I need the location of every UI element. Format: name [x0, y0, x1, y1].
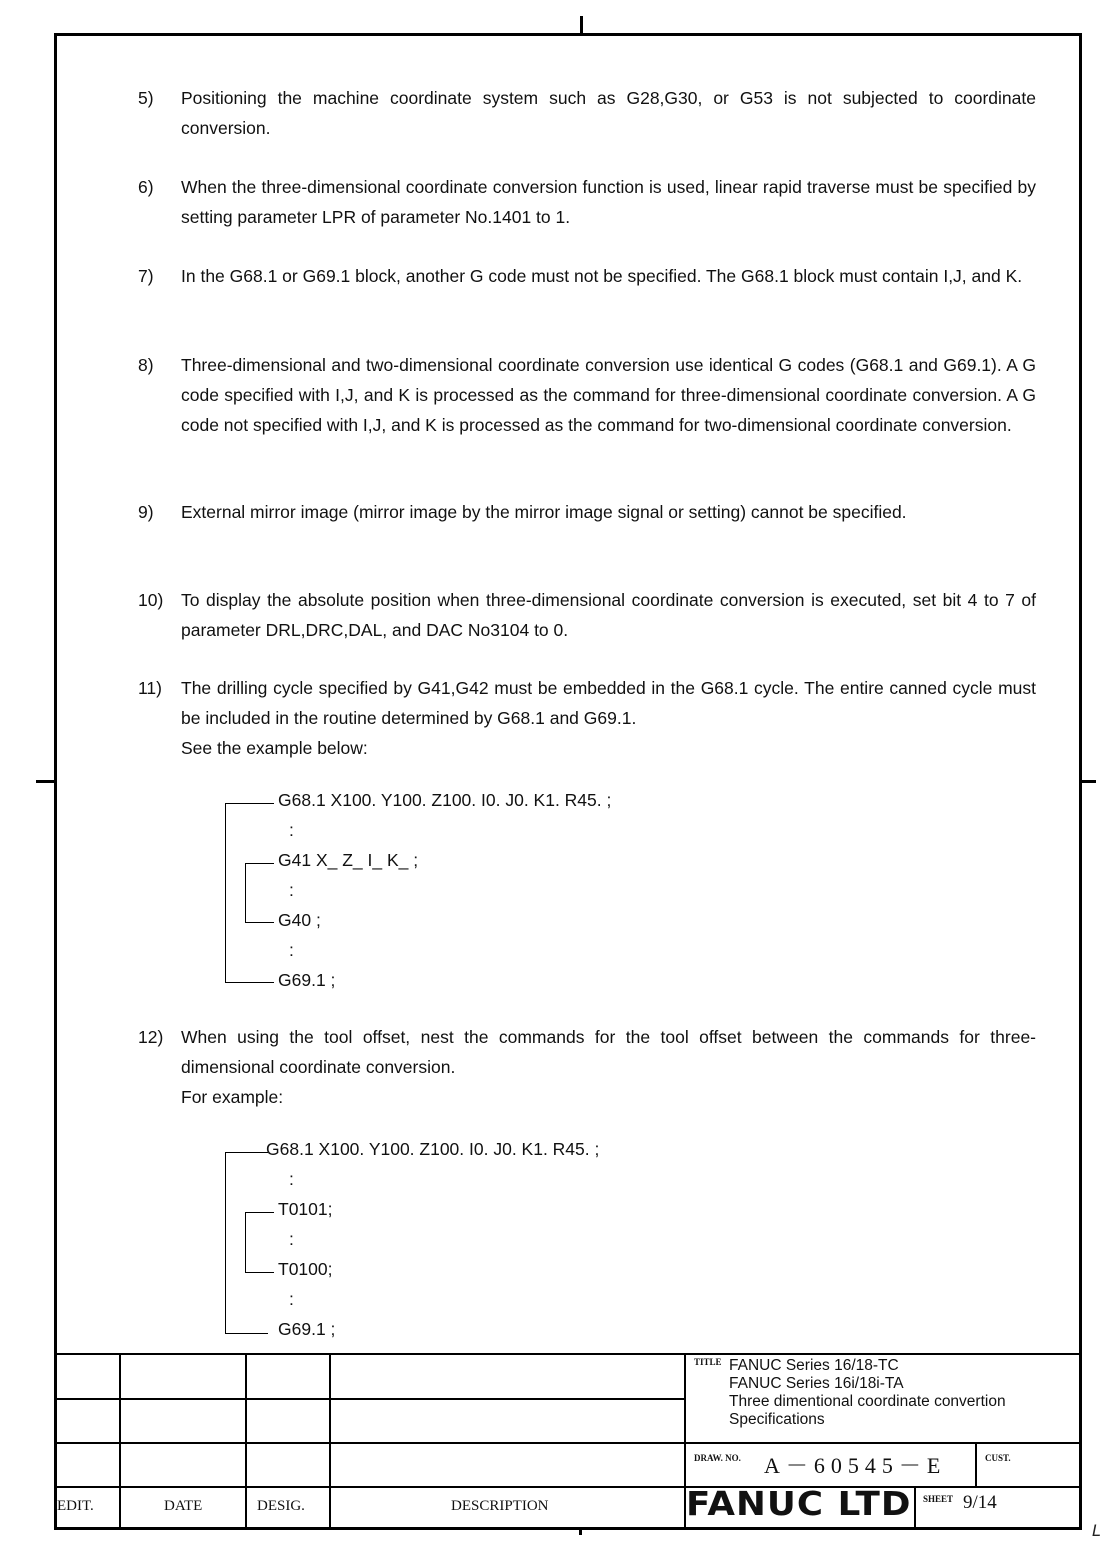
- code-ellipsis: :: [289, 880, 294, 900]
- drawing-number: A－60545－E: [764, 1453, 947, 1478]
- document-title: [729, 1357, 1006, 1429]
- column-header-desig: DESIG.: [257, 1498, 305, 1514]
- item-number: 12): [138, 1027, 164, 1047]
- drawing-border: [54, 33, 1082, 1530]
- list-item-6: [138, 172, 1036, 232]
- registration-tick-bottom: [579, 1529, 582, 1535]
- list-item-12: [138, 1022, 1036, 1112]
- item-number: 10): [138, 590, 164, 610]
- item-text: In the G68.1 or G69.1 block, another G code must not be specified. The G68.1 block must contain I,J, and K.: [181, 266, 1023, 286]
- item-number: 6): [138, 177, 154, 197]
- registration-tick-right: [1081, 780, 1096, 783]
- registration-tick-top: [580, 16, 583, 34]
- item-text: The drilling cycle specified by G41,G42 must be embedded in the G68.1 cycle. The entire canned cycle must be included in the routine determined by G68.1 and G69.1.: [181, 678, 1036, 728]
- company-logo: FANUC LTD: [686, 1484, 912, 1523]
- code-ellipsis: :: [289, 1169, 294, 1189]
- code-ellipsis: :: [289, 1229, 294, 1249]
- list-item-7: [138, 261, 1036, 291]
- title-label: TITLE: [694, 1357, 722, 1367]
- column-header-date: DATE: [164, 1498, 203, 1514]
- item-example-intro: See the example below:: [181, 738, 368, 758]
- list-item-11: [138, 673, 1036, 763]
- item-number: 5): [138, 88, 154, 108]
- inner-bracket: [245, 1212, 274, 1273]
- sheet-label: SHEET: [923, 1494, 954, 1504]
- code-line: G69.1 ;: [278, 1319, 336, 1339]
- title-line: FANUC Series 16i/18i-TA: [729, 1375, 904, 1392]
- tb-rule: [54, 1442, 1082, 1444]
- code-line: T0101;: [278, 1199, 333, 1219]
- code-line: T0100;: [278, 1259, 333, 1279]
- item-number: 9): [138, 502, 154, 522]
- cust-label: CUST.: [985, 1453, 1011, 1463]
- code-line: G41 X_ Z_ I_ K_ ;: [278, 850, 419, 870]
- tb-rule: [245, 1353, 247, 1530]
- code-ellipsis: :: [289, 1289, 294, 1309]
- code-line: G68.1 X100. Y100. Z100. I0. J0. K1. R45. ;: [266, 1139, 600, 1159]
- tb-rule: [329, 1353, 331, 1530]
- item-example-intro: For example:: [181, 1087, 284, 1107]
- item-number: 7): [138, 266, 154, 286]
- column-header-description: DESCRIPTION: [451, 1498, 549, 1514]
- tb-rule: [119, 1353, 121, 1530]
- code-line: G40 ;: [278, 910, 321, 930]
- list-item-8: [138, 350, 1036, 440]
- item-text: Three-dimensional and two-dimensional coordinate conversion use identical G codes (G68.1 and G69.1). A G code specified with I,J, and K is processed as the command for three-dimensional coordinate conversion. A G code not specified with I,J, and K is processed as the command for two-dimensional coordinate conversion.: [181, 355, 1036, 435]
- handwritten-mark: L: [1092, 1521, 1101, 1540]
- column-header-edit: EDIT.: [57, 1498, 94, 1514]
- item-text: External mirror image (mirror image by the mirror image signal or setting) cannot be specified.: [181, 502, 907, 522]
- list-item-5: [138, 83, 1036, 143]
- code-ellipsis: :: [289, 940, 294, 960]
- tb-rule: [54, 1398, 685, 1400]
- list-item-10: [138, 585, 1036, 645]
- tb-rule: [914, 1486, 916, 1530]
- tb-rule: [975, 1442, 977, 1487]
- title-line: Three dimentional coordinate convertion: [729, 1393, 1006, 1410]
- sheet-number: 9/14: [963, 1492, 997, 1513]
- draw-no-label: DRAW. NO.: [694, 1453, 741, 1463]
- registration-tick-left: [36, 780, 55, 783]
- code-line: G69.1 ;: [278, 970, 336, 990]
- title-line: FANUC Series 16/18-TC: [729, 1357, 899, 1374]
- title-line: Specifications: [729, 1411, 825, 1428]
- tb-rule: [54, 1486, 1082, 1488]
- code-line: G68.1 X100. Y100. Z100. I0. J0. K1. R45. ;: [278, 790, 612, 810]
- item-text: To display the absolute position when three-dimensional coordinate conversion is executed, set bit 4 to 7 of parameter DRL,DRC,DAL, and DAC No3104 to 0.: [181, 590, 1036, 640]
- code-ellipsis: :: [289, 820, 294, 840]
- list-item-9: [138, 497, 1036, 527]
- item-number: 8): [138, 355, 154, 375]
- inner-bracket: [245, 863, 274, 923]
- tb-rule: [54, 1353, 1082, 1355]
- item-number: 11): [138, 678, 162, 698]
- item-text: Positioning the machine coordinate system such as G28,G30, or G53 is not subjected to coordinate conversion.: [181, 88, 1036, 138]
- item-text: When the three-dimensional coordinate conversion function is used, linear rapid traverse must be specified by setting parameter LPR of parameter No.1401 to 1.: [181, 177, 1036, 227]
- item-text: When using the tool offset, nest the commands for the tool offset between the commands for three-dimensional coordinate conversion.: [181, 1027, 1036, 1077]
